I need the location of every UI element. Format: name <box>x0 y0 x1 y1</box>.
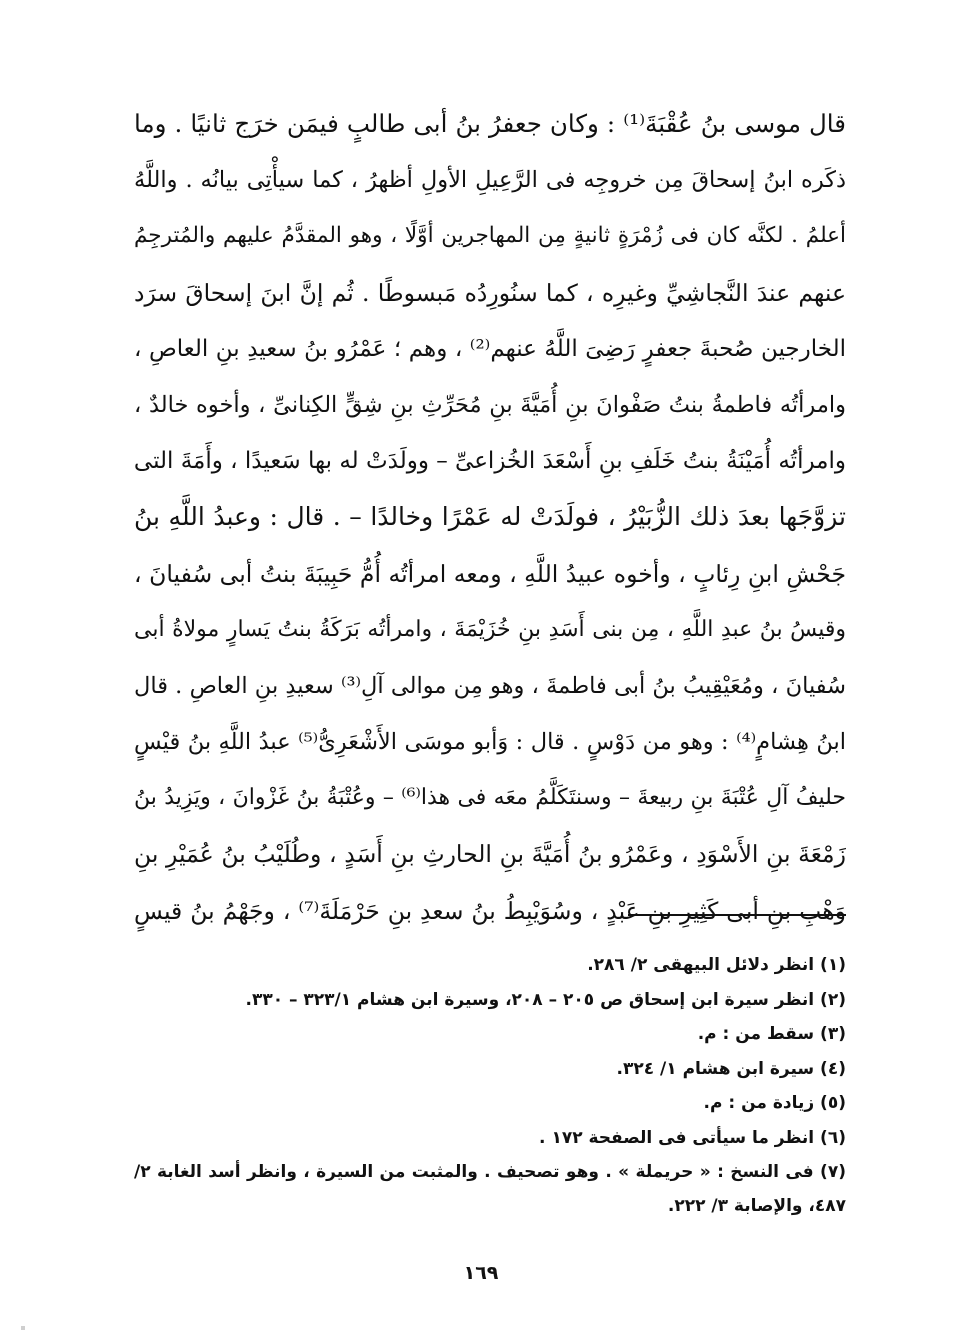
text-line: الخارجين صُحبةَ جعفرٍ رَضِىَ اللَّهُ عنهم⁽²⁾ ، وهم ؛ عَمْرُو بنُ سعيدِ بنِ العاصِ ، <box>134 335 846 362</box>
footnote: (٦) انظر ما سيأتى فى الصفحة ١٧٢ . <box>539 1127 846 1148</box>
footnote: (٤) سيرة ابن هشام ١/ ٣٢٤. <box>616 1058 846 1079</box>
text-line: تزوَّجَها بعدَ ذلك الزُّبَيْرُ ، فولَدَتْ له عَمْرًا وخالدًا – . قال : وعبدُ اللَّهِ بنُ <box>134 502 846 532</box>
footnote: (٢) انظر سيرة ابن إسحاق ص ٢٠٥ – ٢٠٨، وسيرة ابن هشام ٣٢٣/١ – ٣٣٠. <box>245 989 846 1010</box>
text-line: وقيسُ بنُ عبدِ اللَّهِ ، مِن بنى أَسَدِ بنِ خُزَيْمَةَ ، وامرأتُه بَرَكَةُ بنتُ يَسارٍ مولاةُ أبى <box>134 616 846 642</box>
footnote: (٥) زيادة من : م. <box>703 1093 846 1113</box>
page-number: ١٦٩ <box>463 1262 499 1284</box>
footnote-separator <box>628 914 846 916</box>
scan-speck <box>21 1326 25 1330</box>
text-line: زَمْعَةَ بنِ الأَسْوَدِ ، وعَمْرُو بنُ أُمَيَّةَ بنِ الحارثِ بنِ أَسَدٍ ، وطُلَيْبُ بنُ عُمَيْرِ بنِ <box>134 840 846 869</box>
footnote: (١) انظر دلائل البيهقى ٢/ ٢٨٦. <box>587 955 846 975</box>
text-line: ذكَره ابنُ إسحاقَ مِن خروجِه فى الرَّعِيلِ الأولِ أظهرُ ، كما سيأْتِى بيانُه . واللَّهُ <box>134 167 846 194</box>
text-line: سُفيانَ ، ومُعَيْقِيبُ بنُ أبى فاطمةَ ، وهو مِن موالى آلِ⁽³⁾ سعيدِ بنِ العاصِ . قال <box>134 672 846 699</box>
footnote: (٧) فى النسخ : « حريملة » . وهو تصحيف . والمثبت من السيرة ، وانظر أسد الغابة ٢/ ٤٨٧، والإصابة ٣/ ٢٢٢. <box>134 1162 846 1216</box>
text-line: أعلمُ . لكنَّه كان فى زُمْرَةٍ ثانيةٍ مِن المهاجرين أوَّلًا ، وهو المقدَّمُ عليهم والمُترجِمُ <box>134 223 846 249</box>
text-line: عنهم عندَ النَّجاشِيِّ وغيرِه ، كما سنُورِدُه مَبسوطًا . ثُم إنَّ ابنَ إسحاقَ سرَد <box>134 278 846 307</box>
footnote: (٣) سقط من : م. <box>697 1024 846 1044</box>
text-line: جَحْشِ ابنِ رِئابٍ ، وأخوه عبيدُ اللَّهِ ، ومعه امرأتُه أُمُّ حَبِيبَةَ بنتُ أبى سُفيانَ ، <box>134 559 846 588</box>
text-line: وامرأتُه فاطمةُ بنتُ صَفْوانَ بنِ أُمَيَّةَ بنِ مُحَرِّثِ بنِ شِقٍّ الكِنانىِّ ، وأخوه خالدٌ ، <box>134 391 846 418</box>
footnotes <box>134 948 846 1223</box>
text-line: ابنُ هِشامٍ⁽⁴⁾ : وهو من دَوْسٍ . قال : وَأبو موسَى الأَشْعَرِىُّ⁽⁵⁾ عبدُ اللَّهِ بنُ قيْسٍ <box>134 729 846 756</box>
text-line: وامرأتُه أُمَيْنَةُ بنتُ خَلَفِ بنِ أَسْعَدَ الخُزاعىِّ – وولَدَتْ له بها سَعيدًا ، وأَمَةَ التى <box>133 448 846 475</box>
text-line: وَهْبِ بنِ أبى كَثِيرِ بنِ عَبْدٍ ، وسُوَيْبِطُ بنُ سعدِ بنِ حَرْمَلَةَ⁽⁷⁾ ، وجَهْمُ بنُ قيسٍ <box>134 896 846 925</box>
main-text <box>134 96 846 939</box>
text-line: قال موسى بنُ عُقْبَةَ⁽¹⁾ : وكان جعفرُ بنُ أبى طالبٍ فيمَن خرَج ثانيًا . وما <box>134 109 846 138</box>
text-line: حليفُ آلِ عُتْبَةَ بنِ ربيعةَ – وسنتَكَلَّمُ معَه فى هذا⁽⁶⁾ – وعُتْبَةُ بنُ غَزْوانَ ، ويَزِيدُ بنُ <box>134 785 846 811</box>
